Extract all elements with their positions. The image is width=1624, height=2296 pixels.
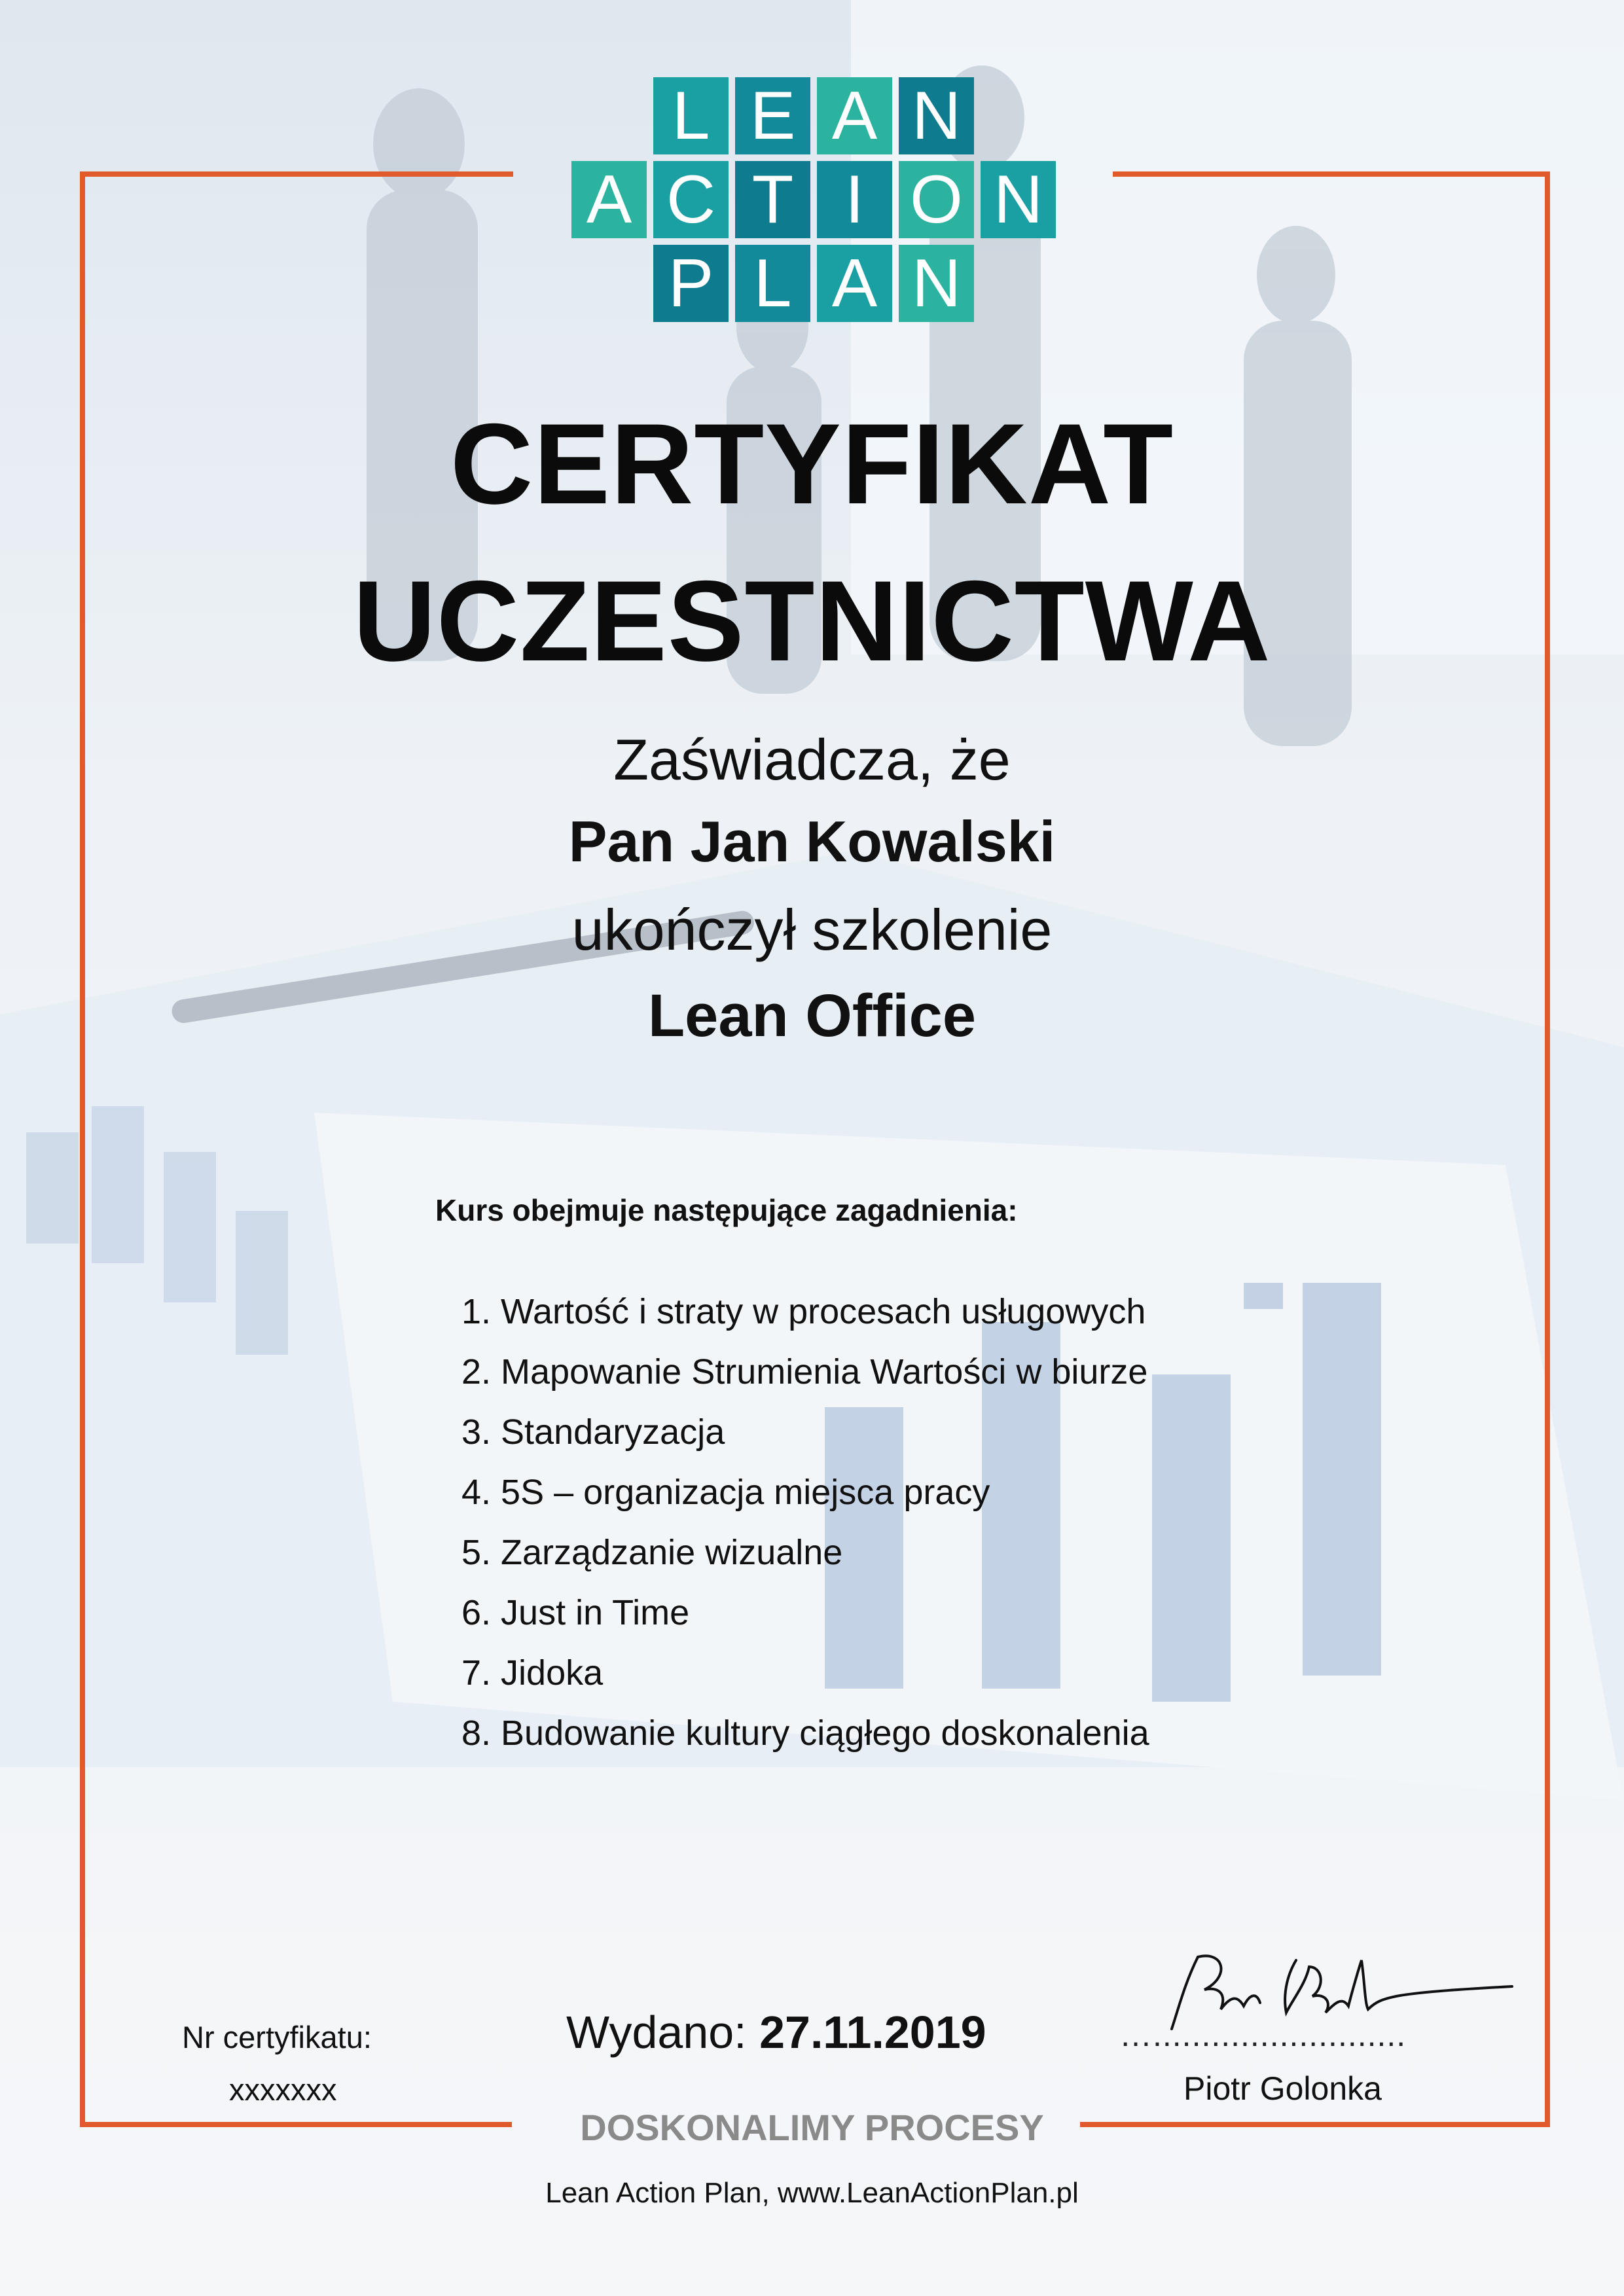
signature-line: …..........................	[1119, 2017, 1407, 2053]
list-item: 5. Zarządzanie wizualne	[461, 1533, 843, 1572]
logo-letter: A	[817, 77, 892, 154]
logo-letter: N	[899, 77, 974, 154]
completed-text: ukończył szkolenie	[571, 897, 1053, 962]
logo-row-lean	[653, 77, 974, 154]
logo-letter: P	[653, 245, 729, 322]
signer-name: Piotr Golonka	[1183, 2070, 1382, 2107]
participant-name: Pan Jan Kowalski	[568, 809, 1056, 874]
certificate-number-label: Nr certyfikatu:	[182, 2020, 372, 2054]
list-item: 7. Jidoka	[461, 1653, 604, 1693]
issued-label: Wydano:	[566, 2007, 760, 2058]
logo-letter: T	[735, 161, 810, 238]
footer-company-line: Lean Action Plan, www.LeanActionPlan.pl	[545, 2177, 1079, 2209]
list-item: 2. Mapowanie Strumienia Wartości w biurze	[461, 1352, 1148, 1391]
logo-letter: N	[981, 161, 1056, 238]
logo-letter: N	[899, 245, 974, 322]
course-name: Lean Office	[647, 982, 976, 1049]
logo-letter: A	[571, 161, 647, 238]
logo-row-action	[571, 161, 1056, 238]
logo-letter: E	[735, 77, 810, 154]
certificate-number-value: xxxxxxx	[229, 2072, 337, 2107]
logo-letter: L	[735, 245, 810, 322]
issued-date-value: 27.11.2019	[759, 2007, 986, 2058]
list-item: 3. Standaryzacja	[461, 1412, 725, 1452]
frame-top-left	[80, 171, 513, 177]
logo-letter: L	[653, 77, 729, 154]
topics-heading: Kurs obejmuje następujące zagadnienia:	[435, 1193, 1018, 1227]
topics-list	[461, 1291, 1149, 1772]
slogan: DOSKONALIMY PROCESY	[580, 2107, 1044, 2148]
frame-top-right	[1113, 171, 1550, 177]
certificate-title-line2: UCZESTNICTWA	[353, 558, 1271, 685]
list-item: 1. Wartość i straty w procesach usługowych	[461, 1292, 1146, 1331]
logo-row-plan	[653, 245, 974, 322]
certificate-title-line1: CERTYFIKAT	[450, 401, 1174, 528]
certifies-text: Zaświadcza, że	[613, 727, 1011, 792]
list-item: 8. Budowanie kultury ciągłego doskonalenia	[461, 1713, 1149, 1753]
logo-letter: I	[817, 161, 892, 238]
logo-letter: C	[653, 161, 729, 238]
issue-date	[566, 2006, 986, 2058]
list-item: 6. Just in Time	[461, 1593, 690, 1632]
logo-letter: A	[817, 245, 892, 322]
logo-letter: O	[899, 161, 974, 238]
list-item: 4. 5S – organizacja miejsca pracy	[461, 1473, 990, 1512]
